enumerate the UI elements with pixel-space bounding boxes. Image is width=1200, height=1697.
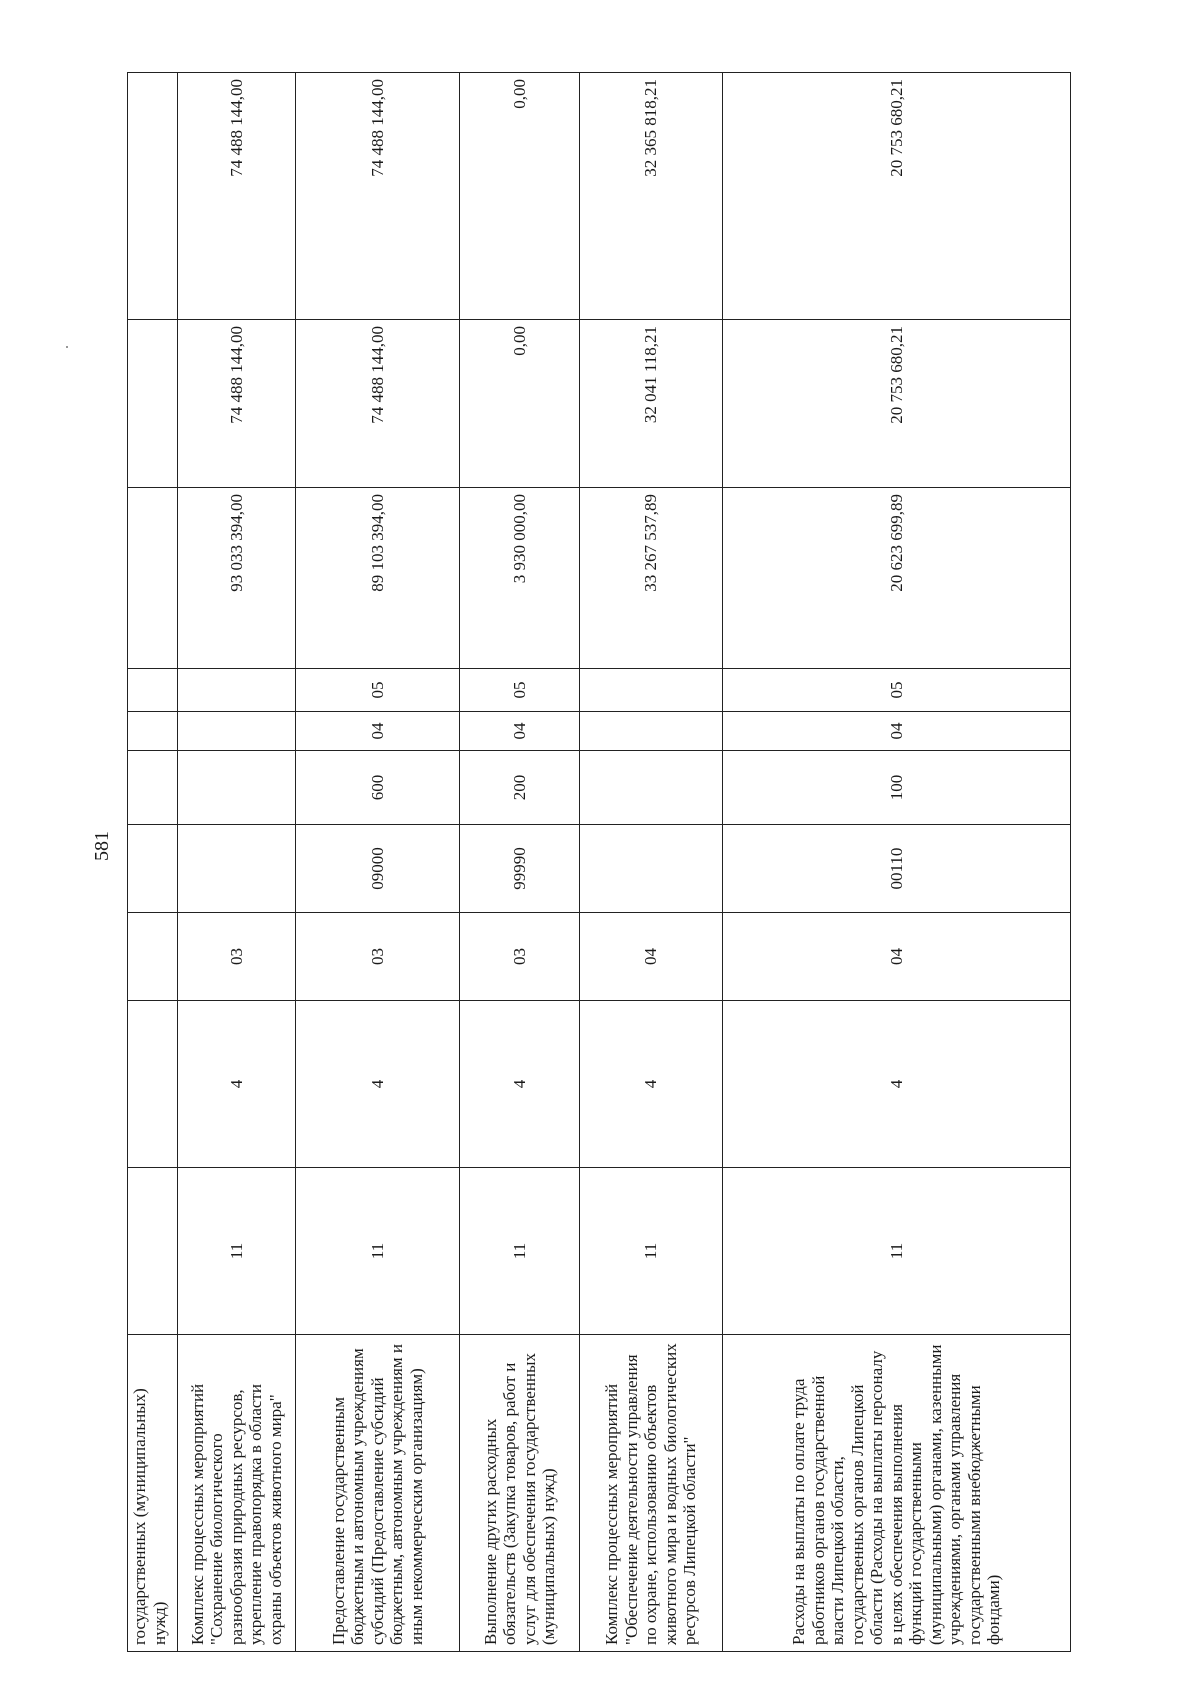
row-name-cell: Предоставление государственным бюджетным и автономным учреждениям субсидий (Предоставление субсидий бюджетным, автономным учреждениям и иным некоммерческим организациям)	[296, 1335, 460, 1652]
code-cell: 03	[460, 913, 580, 1001]
code-cell: 99990	[460, 825, 580, 913]
code-cell: 09000	[296, 825, 460, 913]
table-row	[128, 73, 178, 1652]
code-cell	[128, 1168, 178, 1335]
code-cell: 4	[296, 1001, 460, 1168]
code-cell	[128, 1001, 178, 1168]
code-cell: 4	[580, 1001, 723, 1168]
amount-cell: 33 267 537,89	[580, 488, 723, 669]
code-cell: 04	[460, 712, 580, 751]
code-cell: 11	[296, 1168, 460, 1335]
table-row	[178, 73, 296, 1652]
amount-cell	[128, 320, 178, 488]
code-cell: 100	[723, 751, 1071, 825]
code-cell	[580, 712, 723, 751]
budget-table	[127, 72, 1071, 1652]
row-name-cell: государственных (муниципальных) нужд)	[128, 1335, 178, 1652]
code-cell	[580, 751, 723, 825]
code-cell: 4	[723, 1001, 1071, 1168]
budget-table-rotated	[127, 73, 1070, 1652]
code-cell: 05	[460, 669, 580, 712]
code-cell	[580, 825, 723, 913]
amount-cell: 93 033 394,00	[178, 488, 296, 669]
code-cell	[178, 825, 296, 913]
code-cell: 04	[723, 913, 1071, 1001]
code-cell: 05	[296, 669, 460, 712]
page-number: 581	[91, 831, 113, 861]
amount-cell: 32 365 818,21	[580, 73, 723, 320]
row-name-cell: Расходы на выплаты по оплате труда работников органов государственной власти Липецкой области, государственных органов Липецкой области (Расходы на выплаты персоналу в целях обеспечения выполнения функций государственными (муниципальными) органами, казенными учреждениями, органами управления государственными внебюджетными фондами)	[723, 1335, 1071, 1652]
amount-cell: 20 753 680,21	[723, 73, 1071, 320]
amount-cell: 3 930 000,00	[460, 488, 580, 669]
amount-cell: 74 488 144,00	[178, 320, 296, 488]
code-cell: 05	[723, 669, 1071, 712]
scan-speck	[66, 346, 68, 348]
amount-cell: 74 488 144,00	[178, 73, 296, 320]
code-cell: 03	[296, 913, 460, 1001]
amount-cell	[128, 73, 178, 320]
code-cell: 04	[723, 712, 1071, 751]
amount-cell: 0,00	[460, 73, 580, 320]
code-cell	[580, 669, 723, 712]
row-name-cell: Выполнение других расходных обязательств (Закупка товаров, работ и услуг для обеспечения государственных (муниципальных) нужд)	[460, 1335, 580, 1652]
amount-cell: 20 623 699,89	[723, 488, 1071, 669]
code-cell	[178, 712, 296, 751]
code-cell	[178, 751, 296, 825]
amount-cell: 20 753 680,21	[723, 320, 1071, 488]
table-row	[460, 73, 580, 1652]
code-cell: 03	[178, 913, 296, 1001]
amount-cell: 74 488 144,00	[296, 320, 460, 488]
code-cell: 200	[460, 751, 580, 825]
code-cell: 4	[178, 1001, 296, 1168]
code-cell	[128, 825, 178, 913]
code-cell: 04	[296, 712, 460, 751]
row-name-cell: Комплекс процессных мероприятий "Обеспечение деятельности управления по охране, использованию объектов животного мира и водных биологических ресурсов Липецкой области"	[580, 1335, 723, 1652]
code-cell: 00110	[723, 825, 1071, 913]
code-cell	[128, 751, 178, 825]
code-cell: 11	[580, 1168, 723, 1335]
code-cell: 04	[580, 913, 723, 1001]
amount-cell	[128, 488, 178, 669]
amount-cell: 89 103 394,00	[296, 488, 460, 669]
table-row	[296, 73, 460, 1652]
amount-cell: 32 041 118,21	[580, 320, 723, 488]
code-cell: 11	[178, 1168, 296, 1335]
code-cell: 11	[723, 1168, 1071, 1335]
table-row	[723, 73, 1071, 1652]
code-cell: 600	[296, 751, 460, 825]
code-cell	[128, 669, 178, 712]
code-cell: 4	[460, 1001, 580, 1168]
amount-cell: 0,00	[460, 320, 580, 488]
row-name-cell: Комплекс процессных мероприятий "Сохранение биологического разнообразия природных ресурсов, укрепление правопорядка в области охраны объектов животного мира"	[178, 1335, 296, 1652]
code-cell	[128, 913, 178, 1001]
amount-cell: 74 488 144,00	[296, 73, 460, 320]
code-cell: 11	[460, 1168, 580, 1335]
code-cell	[128, 712, 178, 751]
code-cell	[178, 669, 296, 712]
table-row	[580, 73, 723, 1652]
